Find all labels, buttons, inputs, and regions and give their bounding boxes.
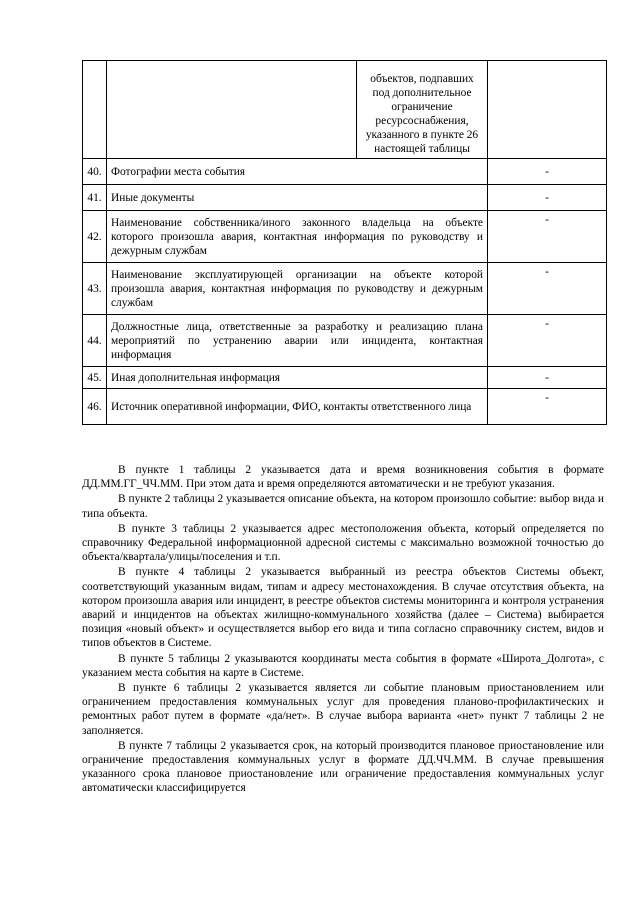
- cell-text-empty: [107, 61, 357, 159]
- paragraph: В пункте 3 таблицы 2 указывается адрес местоположения объекта, который определяется по справочнику Федеральной информационной адресной системы с максимально возможной точностью до объекта/квартала/улицы/поселения и т.п.: [82, 522, 604, 564]
- row-number: 46.: [83, 389, 107, 425]
- row-text: Фотографии места события: [107, 159, 488, 185]
- row-value: -: [488, 367, 607, 389]
- paragraph: В пункте 1 таблицы 2 указывается дата и время возникновения события в формате ДД.ММ.ГГ_ЧЧ.ММ. При этом дата и время определяются автоматически и не требуют указания.: [82, 464, 604, 491]
- row-value: -: [488, 263, 607, 315]
- data-table: [82, 60, 607, 425]
- row-value: -: [488, 315, 607, 367]
- row-number: 44.: [83, 315, 107, 367]
- row-number: 41.: [83, 185, 107, 211]
- row-number: 42.: [83, 211, 107, 263]
- table-row: [83, 389, 607, 425]
- data-table-container: [82, 60, 606, 425]
- paragraph: В пункте 6 таблицы 2 указывается является ли событие плановым приостановлением или ограничением предоставления коммунальных услуг для проведения планово-профилактических и ремонтных работ путем в формате «да/нет». В случае выбора варианта «нет» пункт 7 таблицы 2 не заполняется.: [82, 682, 604, 737]
- row-value: -: [488, 159, 607, 185]
- paragraph: В пункте 4 таблицы 2 указывается выбранный из реестра объектов Системы объект, соответствующий указанным видам, типам и адресу местонахождения. В случае отсутствия объекта, на котором произошла авария или инцидент, в реестре объектов системы мониторинга и контроля устранения аварий и инцидентов на объектах жилищно-коммунального хозяйства (далее – Система) выбирается позиция «новый объект» и осуществляется выбор его вида и типа согласно справочнику систем, видов и типов объектов в Системе.: [82, 566, 604, 650]
- row-value: -: [488, 211, 607, 263]
- table-row: [83, 159, 607, 185]
- table-row: [83, 367, 607, 389]
- row-text: Источник оперативной информации, ФИО, контакты ответственного лица: [107, 389, 488, 425]
- body-text: [82, 463, 604, 797]
- row-text: Наименование эксплуатирующей организации на объекте которой произошла авария, контактная информация по руководству и дежурным службам: [107, 263, 488, 315]
- row-number: 45.: [83, 367, 107, 389]
- cell-num-empty: [83, 61, 107, 159]
- paragraph: В пункте 2 таблицы 2 указывается описание объекта, на котором произошло событие: выбор вида и типа объекта.: [82, 493, 604, 520]
- table-row: [83, 211, 607, 263]
- table-row: [83, 185, 607, 211]
- table-row: [83, 315, 607, 367]
- row-value: -: [488, 185, 607, 211]
- cell-value-empty: [488, 61, 607, 159]
- row-value: -: [488, 389, 607, 425]
- table-row-continuation: [83, 61, 607, 159]
- row-text: Должностные лица, ответственные за разработку и реализацию плана мероприятий по устранению аварии или инцидента, контактная информация: [107, 315, 488, 367]
- cell-fragment: объектов, подпавших под дополнительное ограничение ресурсоснабжения, указанного в пункте 26 настоящей таблицы: [357, 61, 488, 159]
- row-number: 43.: [83, 263, 107, 315]
- row-text: Иная дополнительная информация: [107, 367, 488, 389]
- paragraph: В пункте 5 таблицы 2 указываются координаты места события в формате «Широта_Долгота», с указанием места события на карте в Системе.: [82, 652, 604, 679]
- row-text: Наименование собственника/иного законного владельца на объекте которого произошла авария, контактная информация по руководству и дежурным службам: [107, 211, 488, 263]
- row-text: Иные документы: [107, 185, 488, 211]
- table-row: [83, 263, 607, 315]
- row-number: 40.: [83, 159, 107, 185]
- paragraph: В пункте 7 таблицы 2 указывается срок, на который производится плановое приостановление или ограничение предоставления коммунальных услуг в формате ДД.ЧЧ.ММ. В случае превышения указанного срока плановое приостановление или ограничение предоставления коммунальных услуг автоматически классифицируется: [82, 739, 604, 795]
